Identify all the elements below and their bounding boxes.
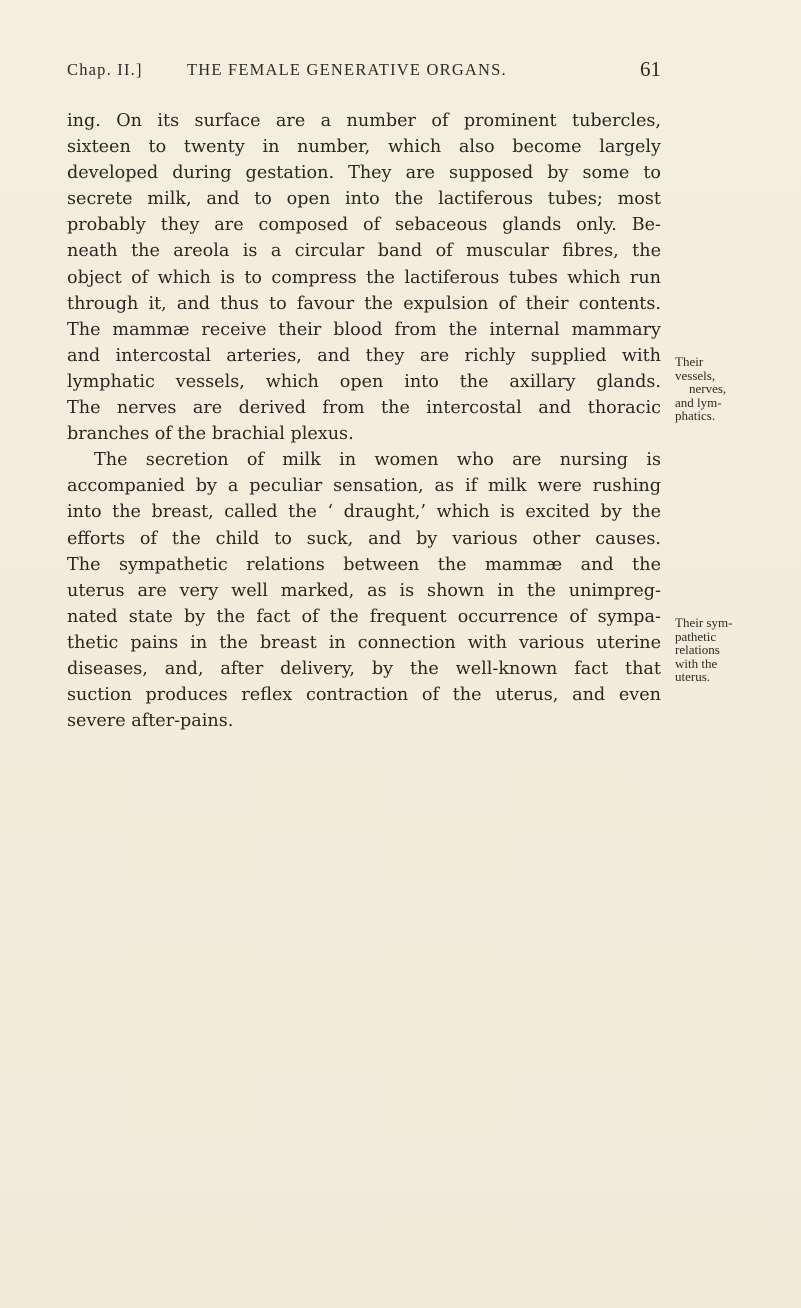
margin-note-line: Their bbox=[675, 354, 704, 369]
text-line: The mammæ receive their blood from the internal mammary bbox=[67, 319, 661, 340]
text-line: developed during gestation. They are supposed by some to bbox=[67, 163, 661, 184]
text-line: sixteen to twenty in number, which also become largely bbox=[67, 137, 661, 158]
text-line: thetic pains in the breast in connection with various uterine bbox=[67, 632, 661, 653]
text-line: lymphatic vessels, which open into the axillary glands. bbox=[67, 371, 661, 392]
text-line: object of which is to compress the lactiferous tubes which run bbox=[67, 267, 661, 288]
text-line: The sympathetic relations between the mammæ and the bbox=[67, 554, 661, 575]
margin-note-vessels bbox=[675, 355, 795, 423]
text-line: diseases, and, after delivery, by the well-known fact that bbox=[67, 658, 661, 679]
text-line: accompanied by a peculiar sensation, as if milk were rushing bbox=[67, 476, 661, 497]
margin-note-line: pathetic bbox=[675, 628, 717, 644]
page-number: 61 bbox=[640, 57, 661, 81]
text-line: neath the areola is a circular band of muscular fibres, the bbox=[67, 241, 661, 262]
text-line: The secretion of milk in women who are nursing is bbox=[94, 450, 661, 471]
text-line: suction produces reflex contraction of the uterus, and even bbox=[67, 685, 661, 706]
margin-note-line: uterus. bbox=[675, 669, 711, 684]
margin-note-line: relations bbox=[675, 642, 720, 657]
text-line: secrete milk, and to open into the lactiferous tubes; most bbox=[67, 189, 661, 210]
paragraph-1 bbox=[67, 108, 661, 447]
margin-note-line: phatics. bbox=[675, 408, 716, 423]
text-line: uterus are very well marked, as is shown in the unimpreg- bbox=[67, 580, 661, 601]
paragraph-2 bbox=[67, 447, 661, 734]
running-head bbox=[67, 57, 661, 86]
margin-note-sympathetic bbox=[675, 616, 795, 684]
margin-note-line: Their sym- bbox=[675, 615, 733, 630]
margin-note-line: vessels, bbox=[675, 367, 716, 383]
margin-note-line: and lym- bbox=[675, 394, 722, 410]
running-title: THE FEMALE GENERATIVE ORGANS. bbox=[187, 60, 507, 79]
text-line: The nerves are derived from the intercostal and thoracic bbox=[67, 398, 661, 419]
text-line: into the breast, called the ‘ draught,’ which is excited by the bbox=[67, 502, 661, 523]
text-line: branches of the brachial plexus. bbox=[67, 424, 354, 445]
margin-note-line: nerves, bbox=[689, 381, 727, 396]
text-line: probably they are composed of sebaceous glands only. Be- bbox=[67, 215, 661, 236]
text-line: severe after-pains. bbox=[67, 711, 234, 732]
text-line: efforts of the child to suck, and by various other causes. bbox=[67, 528, 661, 549]
text-line: nated state by the fact of the frequent occurrence of sympa- bbox=[67, 606, 661, 627]
chapter-label: Chap. II.] bbox=[67, 60, 143, 79]
text-line: through it, and thus to favour the expulsion of their contents. bbox=[67, 293, 661, 314]
text-line: and intercostal arteries, and they are richly supplied with bbox=[67, 345, 661, 366]
text-line: ing. On its surface are a number of prominent tubercles, bbox=[67, 111, 661, 131]
margin-note-line: with the bbox=[675, 655, 718, 671]
body-text bbox=[67, 108, 661, 734]
